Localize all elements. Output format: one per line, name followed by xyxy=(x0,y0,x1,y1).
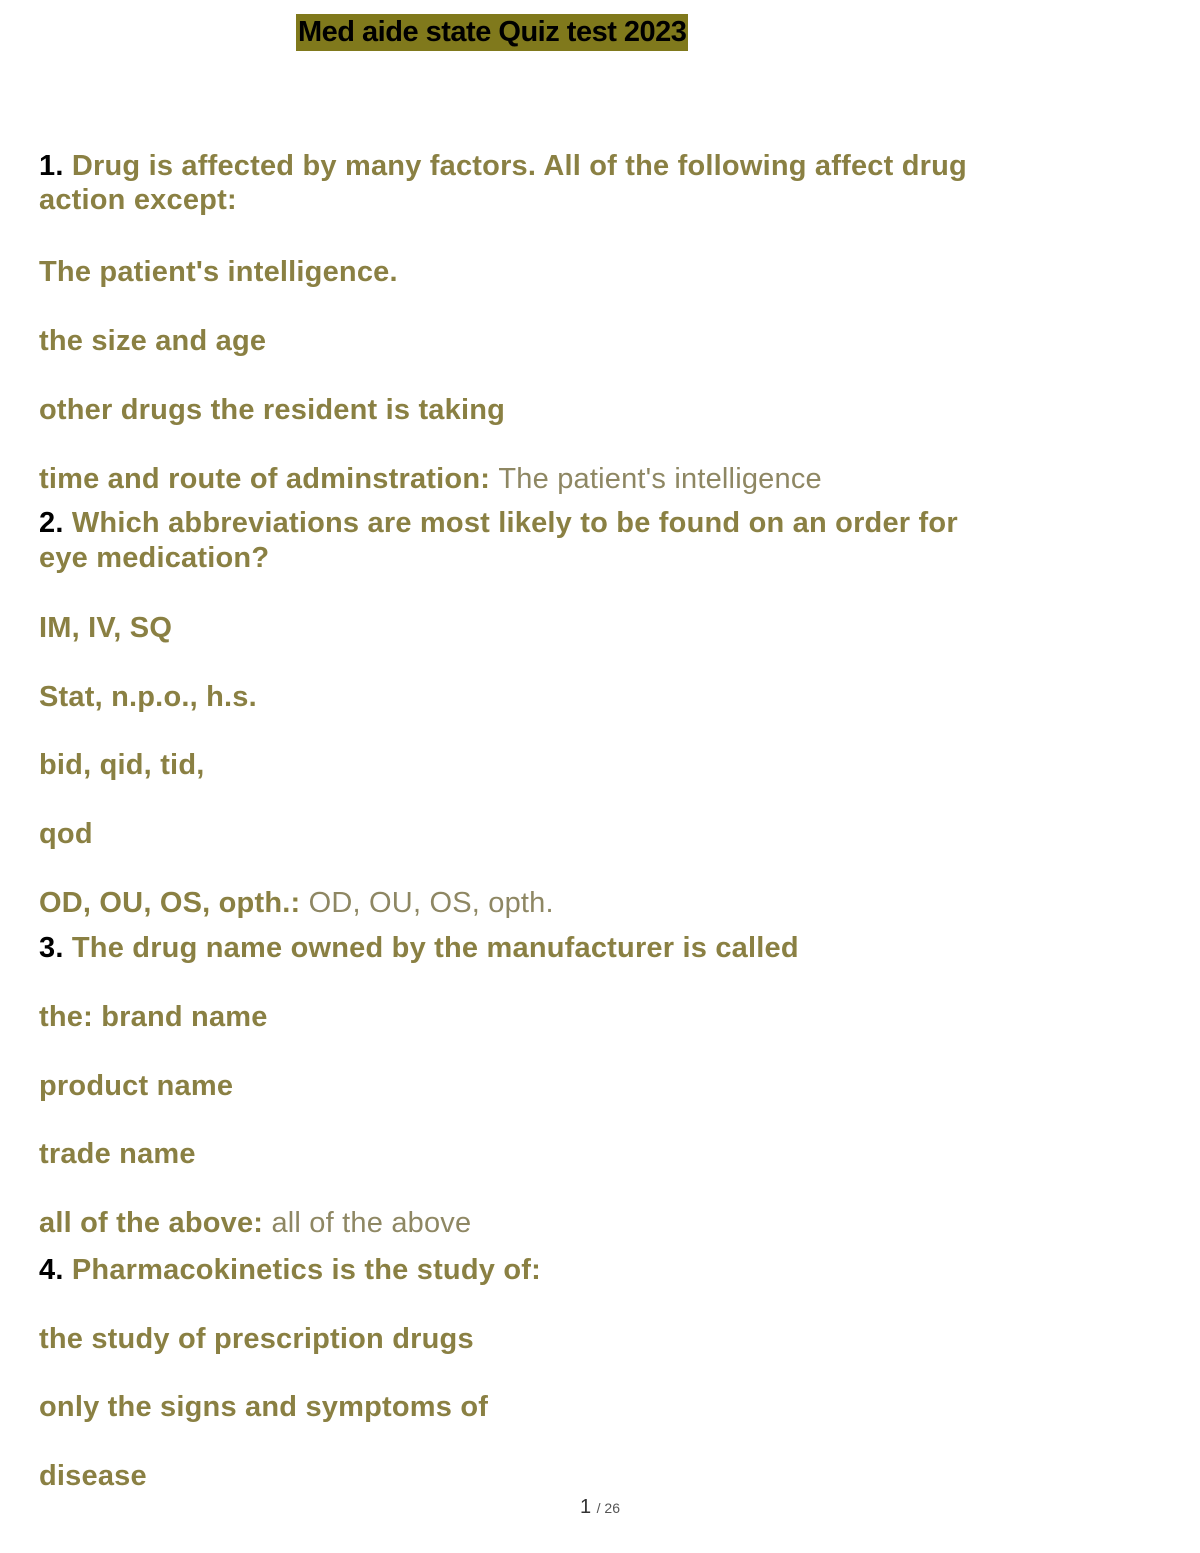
question-2-line-1 xyxy=(39,506,958,540)
question-2-option-4: qod xyxy=(39,818,93,850)
question-text: Drug is affected by many factors. All of the following affect drug xyxy=(71,150,967,182)
question-text: The drug name owned by the manufacturer is called xyxy=(71,932,799,964)
answer-text: all of the above xyxy=(271,1207,472,1239)
answer-text: OD, OU, OS, opth. xyxy=(308,887,554,919)
question-number: 2. xyxy=(39,507,64,539)
page-indicator xyxy=(0,1496,1200,1519)
question-3-option-4 xyxy=(39,1206,471,1240)
question-3-option-3: trade name xyxy=(39,1138,196,1170)
question-2-option-3: bid, qid, tid, xyxy=(39,749,205,781)
question-3-line-1 xyxy=(39,931,799,965)
question-4-line-1 xyxy=(39,1253,541,1287)
question-number: 3. xyxy=(39,932,64,964)
question-3-option-2: product name xyxy=(39,1070,234,1102)
question-1-line-1 xyxy=(39,149,967,183)
question-2-option-1: IM, IV, SQ xyxy=(39,612,173,644)
question-1-option-3: other drugs the resident is taking xyxy=(39,394,506,426)
question-text: Pharmacokinetics is the study of: xyxy=(71,1254,541,1286)
question-2-line-2: eye medication? xyxy=(39,542,270,574)
question-1-option-1: The patient's intelligence. xyxy=(39,256,398,288)
option-text: OD, OU, OS, opth.: xyxy=(39,887,301,919)
option-text: time and route of adminstration: xyxy=(39,463,491,495)
question-number: 4. xyxy=(39,1254,64,1286)
page-total: / 26 xyxy=(596,1500,621,1516)
question-3-option-1: the: brand name xyxy=(39,1001,268,1033)
question-4-option-3: disease xyxy=(39,1460,147,1492)
option-text: all of the above: xyxy=(39,1207,264,1239)
document-title: Med aide state Quiz test 2023 xyxy=(296,14,688,51)
question-1-option-2: the size and age xyxy=(39,325,267,357)
question-text: Which abbreviations are most likely to be found on an order for xyxy=(71,507,958,539)
question-2-option-5 xyxy=(39,886,554,920)
page-current: 1 xyxy=(579,1496,592,1518)
question-1-line-2: action except: xyxy=(39,184,237,216)
question-1-option-4 xyxy=(39,462,822,496)
question-number: 1. xyxy=(39,150,64,182)
answer-text: The patient's intelligence xyxy=(498,463,822,495)
question-2-option-2: Stat, n.p.o., h.s. xyxy=(39,681,257,713)
question-4-option-2: only the signs and symptoms of xyxy=(39,1391,489,1423)
question-4-option-1: the study of prescription drugs xyxy=(39,1323,474,1355)
